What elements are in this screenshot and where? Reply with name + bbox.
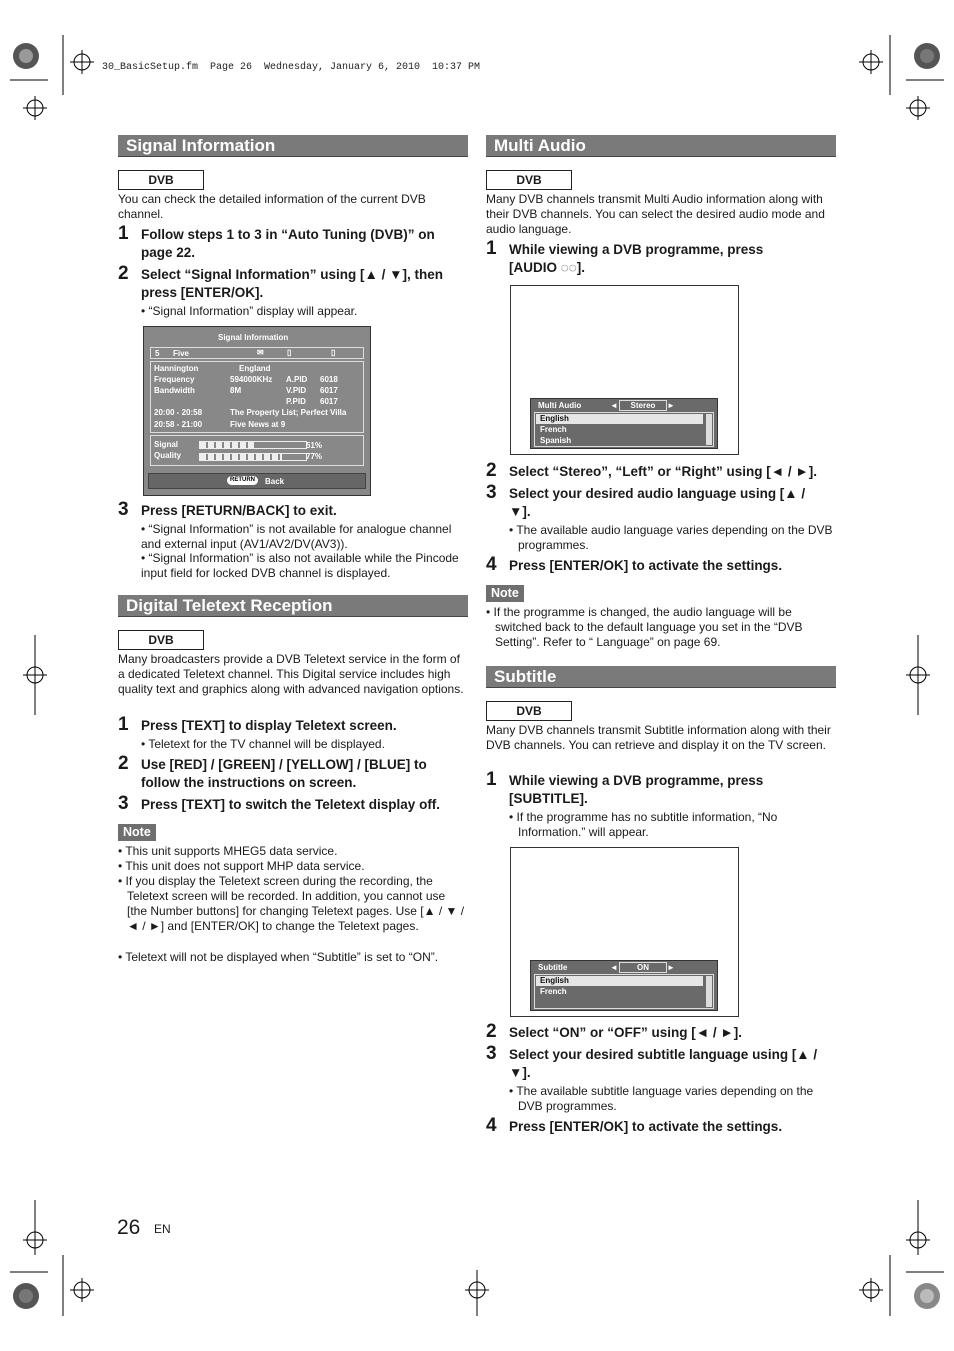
step-number: 2 xyxy=(118,753,129,774)
osd-bandwidth-label: Bandwidth xyxy=(154,386,195,395)
teletext-note: • If you display the Teletext screen during the recording, the Teletext screen will be recorded. In addition, you cannot use [the Number buttons] for changing Teletext pages. Use [▲ / ▼ / ◄ / ►] and [ENTER/OK] to change the Teletext pages. xyxy=(118,874,465,933)
chevron-right-icon: ► xyxy=(667,963,675,972)
step-number: 4 xyxy=(486,554,497,575)
multi-audio-step-3: Select your desired audio language using [▲ / ▼]. xyxy=(509,486,806,519)
section-title-signal-information: Signal Information xyxy=(118,135,468,157)
teletext-note: • Teletext will not be displayed when “Subtitle” is set to “ON”. xyxy=(118,950,439,964)
note-label: Note xyxy=(486,585,524,602)
language-item-selected: English xyxy=(536,976,703,986)
envelope-icon: ✉ xyxy=(257,348,264,357)
subtitle-step-2: Select “ON” or “OFF” using [◄ / ►]. xyxy=(509,1025,742,1040)
osd-frequency-value: 594000KHz xyxy=(230,375,273,384)
osd-ppid-label: P.PID xyxy=(286,397,306,406)
osd-channel-number: 5 xyxy=(155,349,160,358)
note-label: Note xyxy=(118,824,156,841)
osd-info-panel xyxy=(150,361,364,433)
osd-programme-time: 20:58 - 21:00 xyxy=(154,420,203,429)
teletext-step-1: Press [TEXT] to display Teletext screen. xyxy=(141,718,397,733)
signal-level-fill xyxy=(200,442,254,448)
osd-ppid-value: 6017 xyxy=(320,397,338,406)
osd-quality-label: Quality xyxy=(154,451,182,460)
lock-icon: ▯ xyxy=(287,348,292,357)
language-item-selected: English xyxy=(536,414,703,424)
subtitle-mode-value: ON xyxy=(619,962,667,973)
step-number: 2 xyxy=(486,460,497,481)
multi-audio-screen xyxy=(510,285,739,455)
teletext-note: • This unit does not support MHP data service. xyxy=(118,859,365,873)
file-header-line: 30_BasicSetup.fm Page 26 Wednesday, January 6, 2010 10:37 PM xyxy=(102,62,481,73)
multi-audio-step-1: While viewing a DVB programme, press [AUDIO ◌◌]. xyxy=(509,242,764,275)
language-item: French xyxy=(540,987,567,996)
teletext-note: • This unit supports MHEG5 data service. xyxy=(118,844,338,858)
multi-audio-osd xyxy=(530,398,718,449)
teletext-step-1-bullet: • Teletext for the TV channel will be displayed. xyxy=(141,737,385,751)
osd-vpid-value: 6017 xyxy=(320,386,338,395)
subtitle-step-1: While viewing a DVB programme, press [SUBTITLE]. xyxy=(509,773,764,806)
teletext-step-2: Use [RED] / [GREEN] / [YELLOW] / [BLUE] to follow the instructions on screen. xyxy=(141,757,427,790)
osd-signal-value: 51% xyxy=(306,441,323,450)
signal-step-3-bullet: • “Signal Information” is not available for analogue channel and external input (AV1/AV2/DV(AV3)). xyxy=(141,522,452,551)
osd-frequency-label: Frequency xyxy=(154,375,195,384)
scrollbar xyxy=(706,976,712,1007)
osd-back-label: Back xyxy=(265,477,285,486)
dvb-badge: DVB xyxy=(486,170,572,190)
subtitle-screen xyxy=(510,847,739,1017)
step-number: 3 xyxy=(486,482,497,503)
subtitle-step-4: Press [ENTER/OK] to activate the settings. xyxy=(509,1119,783,1134)
signal-step-1: Follow steps 1 to 3 in “Auto Tuning (DVB)” on page 22. xyxy=(141,227,435,260)
language-item: Spanish xyxy=(540,436,572,445)
multi-audio-step-4: Press [ENTER/OK] to activate the settings. xyxy=(509,558,783,573)
osd-programme-time: 20:00 - 20:58 xyxy=(154,408,203,417)
chevron-right-icon: ► xyxy=(667,401,675,410)
scrollbar xyxy=(706,414,712,445)
step-number: 2 xyxy=(118,263,129,284)
osd-programme-title: The Property List; Perfect Villa xyxy=(230,408,347,417)
subtitle-intro: Many DVB channels transmit Subtitle information along with their DVB channels. You can retrieve and display it on the TV screen. xyxy=(486,723,831,752)
step-number: 1 xyxy=(486,238,497,259)
language-item: French xyxy=(540,425,567,434)
step-number: 3 xyxy=(486,1043,497,1064)
subtitle-osd xyxy=(530,960,718,1011)
osd-apid-value: 6018 xyxy=(320,375,338,384)
signal-intro: You can check the detailed information of the current DVB channel. xyxy=(118,192,426,221)
subtitle-step-3-bullet: • The available subtitle language varies depending on the DVB programmes. xyxy=(509,1084,814,1113)
osd-vpid-label: V.PID xyxy=(286,386,307,395)
osd-signal-panel xyxy=(150,435,364,466)
multi-audio-step-2: Select “Stereo”, “Left” or “Right” using [◄ / ►]. xyxy=(509,464,817,479)
step-number: 3 xyxy=(118,793,129,814)
osd-channel-name: Five xyxy=(173,349,190,358)
section-title-subtitle: Subtitle xyxy=(486,666,836,688)
return-button-icon: RETURN xyxy=(227,476,258,485)
teletext-intro: Many broadcasters provide a DVB Teletext service in the form of a dedicated Teletext channel. This Digital service includes high quality text and graphics along with advanced navigation options. xyxy=(118,652,464,696)
osd-heading: Signal Information xyxy=(218,333,289,342)
step-number: 1 xyxy=(486,769,497,790)
subtitle-language-list xyxy=(534,974,714,1009)
dvb-badge: DVB xyxy=(118,170,204,190)
osd-apid-label: A.PID xyxy=(286,375,308,384)
osd-region: England xyxy=(239,364,271,373)
multi-audio-step-3-bullet: • The available audio language varies depending on the DVB programmes. xyxy=(509,523,833,552)
step-number: 3 xyxy=(118,499,129,520)
subtitle-step-3: Select your desired subtitle language using [▲ / ▼]. xyxy=(509,1047,818,1080)
signal-step-3-bullet: • “Signal Information” is also not available while the Pincode input field for locked DVB channel is displayed. xyxy=(141,551,459,580)
quality-level-bar xyxy=(199,453,307,461)
dvb-badge: DVB xyxy=(486,701,572,721)
multi-audio-intro: Many DVB channels transmit Multi Audio information along with their DVB channels. You can select the desired audio mode and audio language. xyxy=(486,192,825,236)
osd-footer xyxy=(148,473,366,489)
multi-audio-language-list xyxy=(534,412,714,447)
signal-step-3: Press [RETURN/BACK] to exit. xyxy=(141,503,337,518)
teletext-step-3: Press [TEXT] to switch the Teletext display off. xyxy=(141,797,441,812)
multi-audio-note: • If the programme is changed, the audio language will be switched back to the default language you set in the “DVB Setting”. Refer to “ Language” on page 69. xyxy=(486,605,803,649)
signal-step-2: Select “Signal Information” using [▲ / ▼], then press [ENTER/OK]. xyxy=(141,267,443,300)
signal-step-2-bullet: • “Signal Information” display will appear. xyxy=(141,304,358,318)
multi-audio-mode-value: Stereo xyxy=(619,400,667,411)
section-title-digital-teletext: Digital Teletext Reception xyxy=(118,595,468,617)
lock-icon: ▯ xyxy=(331,348,336,357)
step-number: 2 xyxy=(486,1021,497,1042)
step-number: 4 xyxy=(486,1115,497,1136)
multi-audio-osd-label: Multi Audio xyxy=(538,401,582,410)
step-number: 1 xyxy=(118,714,129,735)
dvb-badge: DVB xyxy=(118,630,204,650)
osd-channel-bar xyxy=(150,347,364,359)
section-title-multi-audio: Multi Audio xyxy=(486,135,836,157)
osd-signal-label: Signal xyxy=(154,440,179,449)
quality-level-fill xyxy=(200,454,282,460)
signal-level-bar xyxy=(199,441,307,449)
subtitle-step-1-bullet: • If the programme has no subtitle information, “No Information.” will appear. xyxy=(509,810,778,839)
osd-location: Hannington xyxy=(154,364,199,373)
chevron-left-icon: ◄ xyxy=(610,401,618,410)
osd-programme-title: Five News at 9 xyxy=(230,420,286,429)
page-number: 26 xyxy=(117,1216,141,1239)
chevron-left-icon: ◄ xyxy=(610,963,618,972)
step-number: 1 xyxy=(118,223,129,244)
subtitle-osd-label: Subtitle xyxy=(538,963,568,972)
osd-quality-value: 77% xyxy=(306,452,323,461)
signal-information-screen xyxy=(143,326,371,496)
osd-bandwidth-value: 8M xyxy=(230,386,242,395)
page-language: EN xyxy=(154,1222,171,1236)
